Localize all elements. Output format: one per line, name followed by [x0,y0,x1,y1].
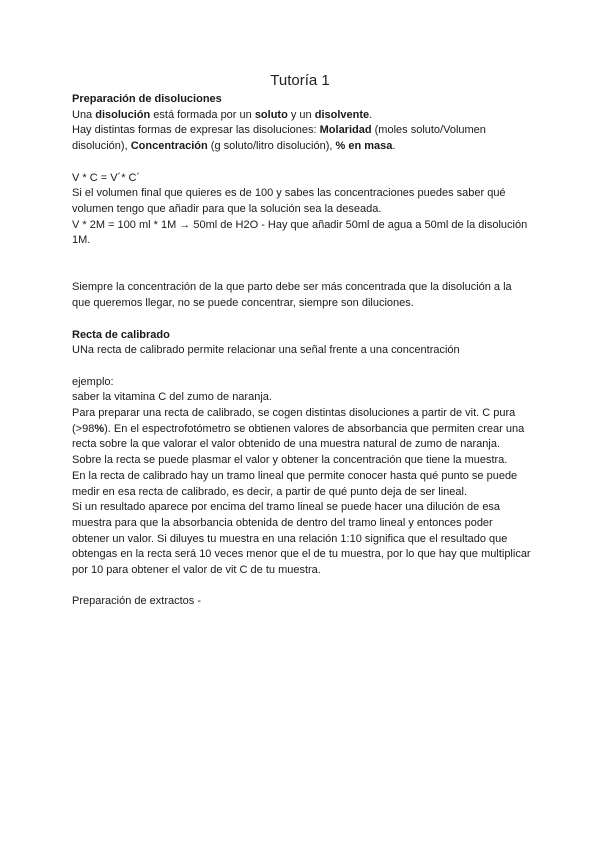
text-run: está formada por un [150,108,255,121]
text-run: Una [72,108,96,121]
bold-term: % en masa [335,140,393,153]
text-run: ). En el espectrofotómetro se obtienen valores de absorbancia que permiten crear una recta sobre la que valorar el valor obtenido de una muestra natural de zumo de naranja. [72,422,525,451]
paragraph-volumen-final: Si el volumen final que quieres es de 100 y sabes las concentraciones puedes saber qué volumen tengo que añadir para que la solución sea la deseada. [72,187,506,215]
paragraph-preparar-recta [72,406,532,453]
bold-term: Molaridad [319,124,372,137]
spacer [72,579,532,595]
paragraph-definicion-disolucion [72,108,532,124]
text-run: Para preparar una recta de calibrado, se cogen distintas disoluciones a partir de vit. C pura (>98 [72,407,516,435]
document-body [72,92,532,610]
paragraph-dilucion-muestra: Si un resultado aparece por encima del tramo lineal se puede hacer una dilución de esa muestra para que la absorbancia obtenida de dentro del tramo lineal y entonces poder obtener un valor. Si diluyes tu muestra en una relación 1:10 significa que el resultado que obtengas en la recta será 10 veces menor que el de tu muestra, por lo que hay que multiplicar por 10 para obtener el valor de vit C de tu muestra. [72,501,531,577]
text-run: (moles soluto/Volumen disolución), [72,124,486,153]
bold-term: soluto [254,108,288,121]
paragraph-concentracion-parto: Siempre la concentración de la que parto debe ser más concentrada que la disolución a la que queremos llegar, no se puede concentrar, siempre son diluciones. [72,281,512,310]
text-run: Hay distintas formas de expresar las disoluciones: [72,124,320,137]
bold-term: disolución [95,108,151,121]
section-heading-recta: Recta de calibrado [72,328,170,341]
spacer [72,359,532,375]
text-run: (g soluto/litro disolución), [207,140,336,153]
bold-term: % [94,422,105,435]
spacer [72,155,532,171]
text-run: . [369,108,373,121]
spacer [72,249,532,280]
paragraph-recta-definicion: UNa recta de calibrado permite relacionar una señal frente a una concentración [72,344,460,357]
spacer [72,312,532,328]
bold-term: disolvente [314,108,370,121]
document-title: Tutoría 1 [270,72,330,89]
section-line-extractos: Preparación de extractos - [72,595,202,608]
formula-dilucion: V * C = V´* C´ [72,171,141,184]
example-line: saber la vitamina C del zumo de naranja. [72,391,272,404]
paragraph-tramo-lineal: En la recta de calibrado hay un tramo lineal que permite conocer hasta qué punto se puede medir en esa recta de calibrado, es decir, a partir de qué punto deja de ser lineal. [72,469,518,498]
text-run: y un [287,108,315,121]
example-label: ejemplo: [72,375,114,388]
paragraph-formas-expresar [72,123,532,154]
bold-term: Concentración [130,140,208,153]
paragraph-plasmar-valor: Sobre la recta se puede plasmar el valor y obtener la concentración que tiene la muestra. [72,454,508,467]
paragraph-ejemplo-calculo: V * 2M = 100 ml * 1M → 50ml de H2O - Hay que añadir 50ml de agua a 50ml de la disolución 1M. [72,218,528,247]
text-run: . [392,140,396,153]
section-heading-disoluciones: Preparación de disoluciones [72,93,222,105]
